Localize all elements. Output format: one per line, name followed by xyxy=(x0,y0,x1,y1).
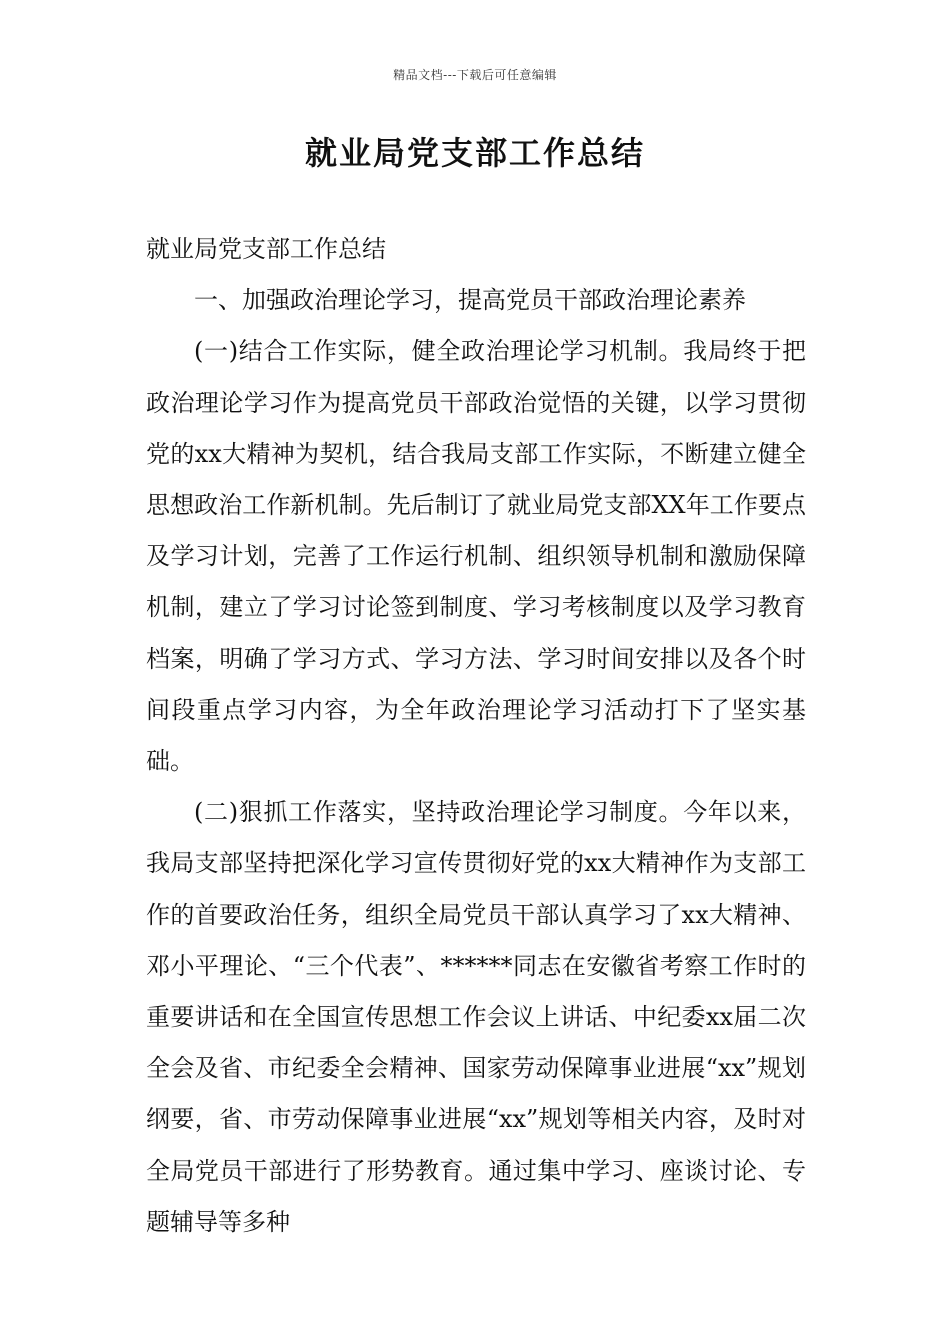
paragraph: (二)狠抓工作落实，坚持政治理论学习制度。今年以来，我局支部坚持把深化学习宣传贯彻好党的xx大精神作为支部工作的首要政治任务，组织全局党员干部认真学习了xx大精神、邓小平理论、“三个代表”、******同志在安徽省考察工作时的重要讲话和在全国宣传思想工作会议上讲话、中纪委xx届二次全会及省、市纪委全会精神、国家劳动保障事业进展“xx”规划纲要，省、市劳动保障事业进展“xx”规划等相关内容，及时对全局党员干部进行了形势教育。通过集中学习、座谈讨论、专题辅导等多种 xyxy=(146,798,806,1236)
document-body xyxy=(146,224,806,1248)
document-subtitle: 就业局党支部工作总结 xyxy=(146,235,386,263)
paragraph: (一)结合工作实际，健全政治理论学习机制。我局终于把政治理论学习作为提高党员干部政治觉悟的关键，以学习贯彻党的xx大精神为契机，结合我局支部工作实际，不断建立健全思想政治工作新机制。先后制订了就业局党支部XX年工作要点及学习计划，完善了工作运行机制、组织领导机制和激励保障机制，建立了学习讨论签到制度、学习考核制度以及学习教育档案，明确了学习方式、学习方法、学习时间安排以及各个时间段重点学习内容，为全年政治理论学习活动打下了坚实基础。 xyxy=(146,337,806,776)
document-title: 就业局党支部工作总结 xyxy=(304,134,645,172)
section-heading: 一、加强政治理论学习，提高党员干部政治理论素养 xyxy=(194,286,746,315)
header-note: 精品文档---下载后可任意编辑 xyxy=(393,68,557,82)
